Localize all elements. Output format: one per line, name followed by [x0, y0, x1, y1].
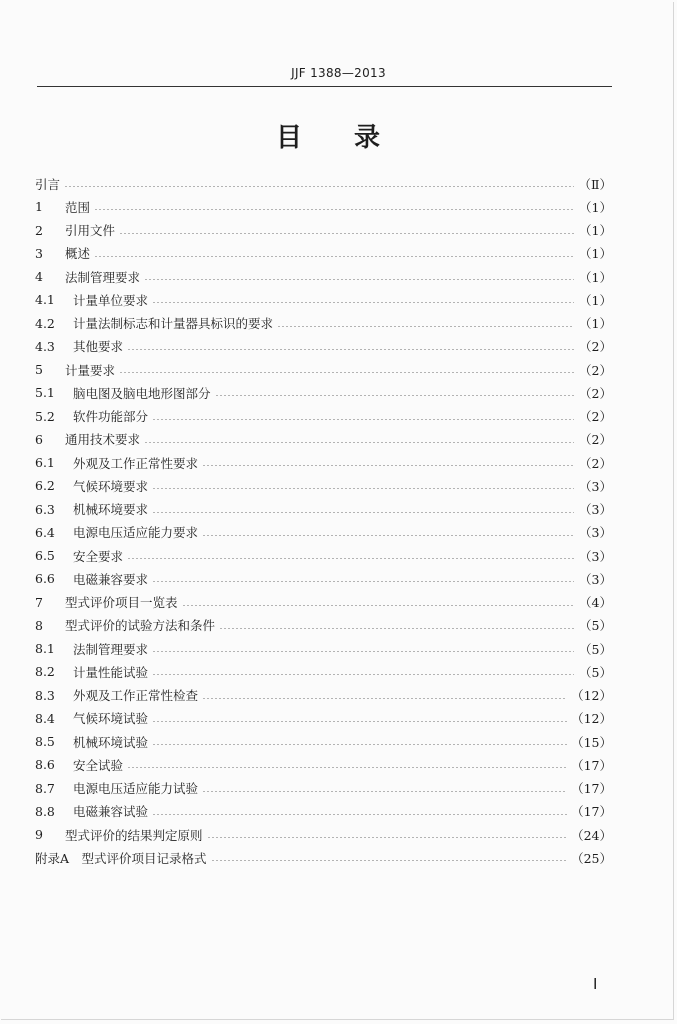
toc-entry[interactable]: [35, 800, 612, 823]
toc-dot-leader: [152, 488, 574, 489]
toc-entry-number: 6.5: [35, 548, 55, 564]
toc-entry-number: 8: [35, 617, 43, 633]
page-number: Ⅰ: [593, 977, 598, 993]
toc-entry-title: 型式评价项目一览表: [65, 595, 178, 611]
toc-entry-title: 机械环境要求: [73, 502, 149, 518]
toc-entry-number: 6: [35, 431, 43, 447]
toc-entry[interactable]: [35, 660, 612, 683]
toc-dot-leader: [202, 698, 567, 699]
toc-entry-number: 8.6: [35, 757, 55, 773]
toc-entry-page: （25）: [571, 850, 612, 866]
toc-dot-leader: [152, 419, 574, 420]
toc-entry-title: 法制管理要求: [65, 269, 141, 285]
toc-dot-leader: [119, 233, 574, 234]
toc-entry[interactable]: [35, 195, 612, 218]
toc-entry-title: 机械环境试验: [73, 734, 149, 750]
toc-entry-page: （2）: [579, 339, 612, 355]
toc-dot-leader: [277, 326, 574, 327]
toc-entry-number: 2: [35, 222, 43, 238]
toc-entry-page: （1）: [579, 199, 612, 215]
toc-dot-leader: [211, 860, 568, 861]
toc-dot-leader: [202, 791, 567, 792]
toc-entry-page: （2）: [579, 432, 612, 448]
toc-entry-number: 8.5: [35, 734, 55, 750]
toc-dot-leader: [152, 512, 574, 513]
toc-entry-title: 脑电图及脑电地形图部分: [73, 385, 211, 401]
toc-entry-number: 6.6: [35, 571, 55, 587]
toc-entry[interactable]: [35, 265, 612, 288]
toc-entry[interactable]: [35, 753, 612, 776]
toc-dot-leader: [152, 581, 574, 582]
toc-entry-number: 6.4: [35, 524, 55, 540]
toc-entry-title: 气候环境试验: [73, 711, 149, 727]
toc-entry-page: （17）: [571, 804, 612, 820]
toc-entry[interactable]: [35, 707, 612, 730]
toc-entry-title: 引言: [35, 176, 61, 192]
toc-entry[interactable]: [35, 381, 612, 404]
toc-entry[interactable]: [35, 846, 612, 869]
toc-entry-number: 6.2: [35, 478, 55, 494]
toc-entry[interactable]: [35, 777, 612, 800]
toc-entry-number: 7: [35, 594, 43, 610]
toc-entry-title: 软件功能部分: [73, 409, 149, 425]
toc-entry[interactable]: [35, 567, 612, 590]
toc-entry-number: 8.2: [35, 664, 55, 680]
toc-entry-title: 电源电压适应能力试验: [73, 781, 199, 797]
toc-entry-page: （3）: [579, 548, 612, 564]
toc-entry-number: 8.1: [35, 641, 55, 657]
toc-dot-leader: [119, 372, 574, 373]
toc-entry-number: 3: [35, 245, 43, 261]
toc-dot-leader: [152, 651, 574, 652]
toc-dot-leader: [144, 442, 574, 443]
toc-entry-title: 安全要求: [73, 548, 124, 564]
toc-entry-page: （5）: [579, 664, 612, 680]
toc-entry-title: 外观及工作正常性要求: [73, 455, 199, 471]
toc-entry-number: 9: [35, 827, 43, 843]
toc-entry[interactable]: [35, 637, 612, 660]
toc-entry[interactable]: [35, 219, 612, 242]
toc-entry-page: （3）: [579, 571, 612, 587]
toc-entry-title: 型式评价的结果判定原则: [65, 827, 203, 843]
toc-entry-page: （24）: [571, 827, 612, 843]
toc-entry-number: 5.2: [35, 408, 55, 424]
toc-entry[interactable]: [35, 521, 612, 544]
toc-entry[interactable]: [35, 614, 612, 637]
toc-entry[interactable]: [35, 823, 612, 846]
toc-entry-number: 4.2: [35, 315, 55, 331]
toc-entry-number: 8.3: [35, 687, 55, 703]
toc-entry-page: （15）: [571, 734, 612, 750]
toc-dot-leader: [94, 209, 574, 210]
toc-entry-page: （5）: [579, 641, 612, 657]
toc-entry[interactable]: [35, 451, 612, 474]
toc-entry-page: （4）: [579, 595, 612, 611]
toc-entry-title: 型式评价的试验方法和条件: [65, 618, 216, 634]
toc-entry-page: （1）: [579, 292, 612, 308]
toc-dot-leader: [94, 256, 574, 257]
toc-entry-page: （12）: [571, 688, 612, 704]
toc-entry-page: （12）: [571, 711, 612, 727]
toc-entry[interactable]: [35, 591, 612, 614]
toc-entry-page: （2）: [579, 385, 612, 401]
table-of-contents: [35, 172, 612, 870]
header-divider: [37, 86, 612, 87]
toc-entry-title: 安全试验: [73, 757, 124, 773]
toc-dot-leader: [182, 605, 574, 606]
toc-entry-number: 1: [35, 199, 43, 215]
toc-entry-page: （17）: [571, 781, 612, 797]
standard-code-header: JJF 1388—2013: [291, 66, 386, 80]
toc-entry-title: 计量法制标志和计量器具标识的要求: [73, 316, 274, 332]
page-title-char-1: 目: [276, 123, 303, 153]
toc-dot-leader: [152, 814, 567, 815]
toc-entry[interactable]: [35, 684, 612, 707]
toc-entry[interactable]: [35, 312, 612, 335]
toc-entry-title: 电磁兼容试验: [73, 804, 149, 820]
toc-dot-leader: [202, 465, 574, 466]
toc-entry-title: 概述: [65, 246, 91, 262]
toc-dot-leader: [215, 395, 574, 396]
toc-entry-number: 5.1: [35, 385, 55, 401]
toc-dot-leader: [219, 628, 574, 629]
toc-entry[interactable]: [35, 544, 612, 567]
toc-entry-number: 4.1: [35, 292, 55, 308]
toc-entry[interactable]: [35, 172, 612, 195]
toc-dot-leader: [152, 302, 574, 303]
toc-entry-page: （Ⅱ）: [578, 176, 612, 192]
toc-entry-number: 8.4: [35, 710, 55, 726]
toc-entry-title: 法制管理要求: [73, 641, 149, 657]
toc-dot-leader: [152, 674, 574, 675]
page-title: [276, 117, 384, 154]
toc-entry-page: （3）: [579, 525, 612, 541]
toc-entry[interactable]: [35, 730, 612, 753]
toc-entry-title: 计量单位要求: [73, 292, 149, 308]
toc-entry-page: （2）: [579, 455, 612, 471]
toc-entry-title: 计量性能试验: [73, 664, 149, 680]
toc-entry-page: （5）: [579, 618, 612, 634]
toc-dot-leader: [127, 767, 567, 768]
toc-entry[interactable]: [35, 335, 612, 358]
toc-entry-title: 范围: [65, 199, 91, 215]
toc-entry-number: 8.8: [35, 803, 55, 819]
toc-entry-number: 4.3: [35, 338, 55, 354]
toc-entry[interactable]: [35, 242, 612, 265]
toc-entry-title: 计量要求: [65, 362, 116, 378]
toc-entry-page: （2）: [579, 362, 612, 378]
toc-dot-leader: [127, 558, 574, 559]
toc-entry[interactable]: [35, 498, 612, 521]
toc-entry-page: （17）: [571, 757, 612, 773]
toc-entry-page: （1）: [579, 269, 612, 285]
toc-entry-number: 4: [35, 269, 43, 285]
toc-entry-number: 6.3: [35, 501, 55, 517]
page-title-char-2: 录: [354, 123, 381, 153]
toc-entry-page: （3）: [579, 478, 612, 494]
toc-entry-title: 其他要求: [73, 339, 124, 355]
toc-dot-leader: [127, 349, 574, 350]
toc-dot-leader: [152, 744, 567, 745]
toc-entry-number: 5: [35, 362, 43, 378]
toc-dot-leader: [152, 721, 567, 722]
toc-entry-number: 8.7: [35, 780, 55, 796]
toc-entry-title: 气候环境要求: [73, 478, 149, 494]
toc-entry-title: 电磁兼容要求: [73, 571, 149, 587]
toc-dot-leader: [144, 279, 574, 280]
toc-entry-title: 外观及工作正常性检查: [73, 688, 199, 704]
toc-dot-leader: [202, 535, 574, 536]
toc-entry-title: 引用文件: [65, 223, 116, 239]
toc-entry-page: （1）: [579, 223, 612, 239]
toc-entry[interactable]: [35, 428, 612, 451]
toc-entry-page: （3）: [579, 502, 612, 518]
toc-entry[interactable]: [35, 358, 612, 381]
toc-entry-title: 电源电压适应能力要求: [73, 525, 199, 541]
toc-entry-page: （1）: [579, 246, 612, 262]
toc-entry[interactable]: [35, 474, 612, 497]
toc-dot-leader: [64, 186, 574, 187]
toc-entry-title: 通用技术要求: [65, 432, 141, 448]
toc-entry-title: 附录A 型式评价项目记录格式: [35, 850, 207, 866]
toc-entry[interactable]: [35, 288, 612, 311]
toc-entry-page: （1）: [579, 316, 612, 332]
toc-entry[interactable]: [35, 405, 612, 428]
toc-entry-number: 6.1: [35, 455, 55, 471]
toc-entry-page: （2）: [579, 409, 612, 425]
toc-dot-leader: [207, 837, 568, 838]
